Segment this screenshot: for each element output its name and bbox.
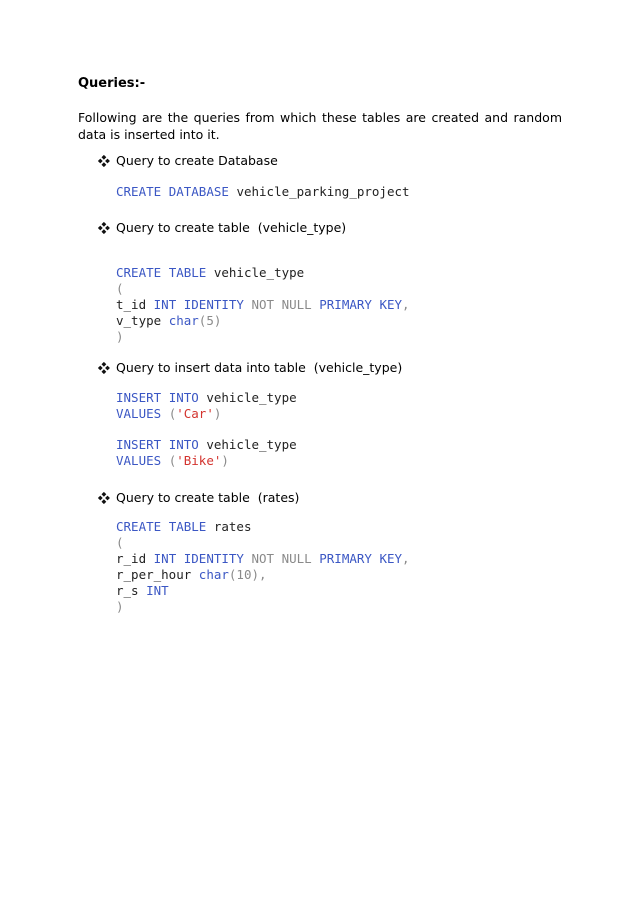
four-diamond-bullet-icon (98, 222, 110, 234)
code-create-rates (116, 519, 410, 615)
sql-paren: ) (116, 599, 124, 614)
sql-identifier: v_type (116, 313, 162, 328)
four-diamond-bullet-icon (98, 155, 110, 167)
sql-keyword: IDENTITY (183, 297, 244, 312)
code-create-database (116, 184, 410, 200)
sql-identifier: t_id (116, 297, 147, 312)
sql-keyword: char (168, 313, 199, 328)
sql-paren: ) (116, 329, 124, 344)
sql-identifier: vehicle_type (206, 390, 297, 405)
sql-keyword: PRIMARY (319, 297, 372, 312)
sql-paren: ( (116, 535, 124, 550)
sql-keyword: KEY (379, 297, 403, 312)
sql-identifier: r_per_hour (116, 567, 192, 582)
sql-keyword: INT (153, 297, 177, 312)
sql-comma: , (402, 297, 410, 312)
sql-size: (10) (228, 567, 260, 582)
sql-keyword: PRIMARY (319, 551, 372, 566)
sql-keyword: NULL (281, 297, 312, 312)
sql-keyword: VALUES (116, 453, 162, 468)
sql-keyword: CREATE (116, 519, 162, 534)
sql-keyword: TABLE (168, 265, 207, 280)
sql-identifier: vehicle_parking_project (236, 184, 410, 199)
bullet-label: Query to create table (rates) (116, 490, 300, 505)
sql-keyword: KEY (379, 551, 403, 566)
sql-paren: ( (168, 406, 177, 421)
sql-keyword: INT (146, 583, 169, 598)
sql-identifier: vehicle_type (206, 437, 297, 452)
sql-paren: ( (116, 281, 124, 296)
sql-size: (5) (198, 313, 222, 328)
sql-keyword: NOT (251, 297, 275, 312)
sql-paren: ) (213, 406, 222, 421)
bullet-label: Query to insert data into table (vehicle_type) (116, 360, 403, 375)
bullet-label: Query to create Database (116, 153, 278, 168)
sql-keyword: NOT (251, 551, 275, 566)
sql-string: 'Car' (176, 406, 214, 421)
sql-comma: , (402, 551, 410, 566)
bullet-label: Query to create table (vehicle_type) (116, 220, 347, 235)
intro-paragraph: Following are the queries from which these tables are created and random data is inserted into it. (78, 110, 562, 142)
sql-identifier: rates (213, 519, 252, 534)
sql-keyword: CREATE (116, 184, 162, 199)
sql-comma: , (259, 567, 267, 582)
sql-identifier: r_id (116, 551, 147, 566)
bullet-create-rates (98, 490, 299, 505)
code-create-vehicle-type (116, 265, 410, 345)
sql-keyword: IDENTITY (183, 551, 244, 566)
section-heading: Queries:- (78, 76, 146, 91)
sql-keyword: TABLE (168, 519, 207, 534)
sql-keyword: char (198, 567, 229, 582)
four-diamond-bullet-icon (98, 362, 110, 374)
bullet-create-database (98, 153, 278, 168)
code-insert-car (116, 390, 297, 422)
sql-keyword: VALUES (116, 406, 162, 421)
sql-paren: ( (168, 453, 177, 468)
sql-keyword: INTO (168, 437, 199, 452)
code-insert-bike (116, 437, 297, 469)
bullet-create-vehicle-type (98, 220, 346, 235)
sql-keyword: INSERT (116, 437, 162, 452)
sql-identifier: vehicle_type (213, 265, 305, 280)
sql-keyword: NULL (281, 551, 312, 566)
sql-keyword: INSERT (116, 390, 162, 405)
sql-keyword: INT (153, 551, 177, 566)
sql-identifier: r_s (116, 583, 139, 598)
sql-keyword: DATABASE (168, 184, 229, 199)
four-diamond-bullet-icon (98, 492, 110, 504)
sql-keyword: CREATE (116, 265, 162, 280)
sql-keyword: INTO (168, 390, 199, 405)
sql-paren: ) (221, 453, 229, 468)
sql-string: 'Bike' (176, 453, 222, 468)
bullet-insert-vehicle-type (98, 360, 402, 375)
